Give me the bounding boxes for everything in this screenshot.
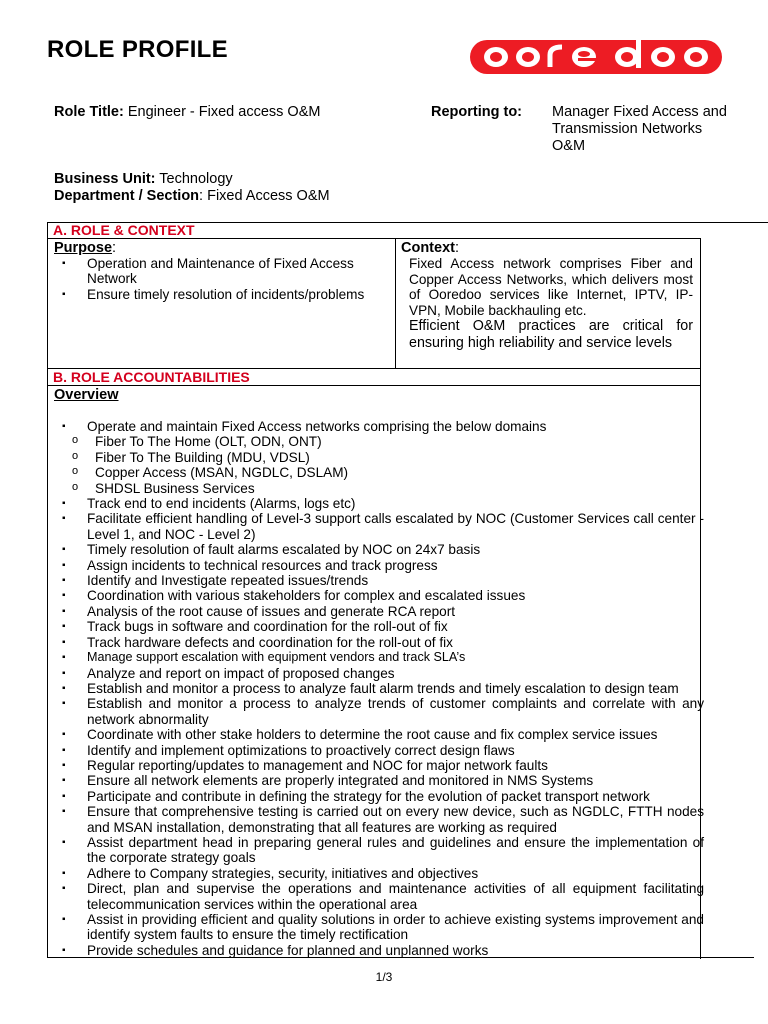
purpose-label: Purpose — [54, 240, 113, 256]
list-item: ▪ Assist in providing efficient and quality solutions in order to achieve existing systems improvement and identify system faults to ensure the timely rectification — [54, 912, 704, 943]
department — [54, 188, 330, 205]
reporting-line: O&M — [552, 138, 586, 154]
list-item: ▪ Participate and contribute in defining the strategy for the evolution of packet transport network — [54, 789, 704, 804]
list-item: ▪ Analysis of the root cause of issues and generate RCA report — [54, 604, 704, 619]
list-item: ▪ Provide schedules and guidance for planned and unplanned works — [54, 943, 704, 958]
context-text — [409, 256, 693, 351]
business-unit-value: Technology — [159, 171, 233, 187]
list-item: ▪ Ensure timely resolution of incidents/problems — [54, 287, 384, 302]
ooredoo-logo — [470, 36, 722, 78]
sub-item: o Fiber To The Building (MDU, VDSL) — [54, 450, 704, 465]
reporting-to-value — [552, 104, 752, 155]
list-item: ▪ Establish and monitor a process to analyze trends of customer complaints and correlate with any network abnormality — [54, 696, 704, 727]
table-top-rule-extension — [754, 222, 768, 223]
accountabilities-list — [54, 419, 704, 958]
context-label: Context — [401, 240, 455, 256]
page-number: 1/3 — [375, 970, 393, 984]
divider — [47, 385, 700, 386]
list-item: ▪ Coordinate with other stake holders to determine the root cause and fix complex service issues — [54, 727, 704, 742]
department-label: Department / Section — [54, 188, 200, 204]
list-item: ▪ Facilitate efficient handling of Level-3 support calls escalated by NOC (Customer Services call center - Level 1, and NOC - Level 2) — [54, 511, 704, 542]
list-item: ▪ Regular reporting/updates to management and NOC for major network faults — [54, 758, 704, 773]
role-title-value: Engineer - Fixed access O&M — [127, 104, 321, 120]
list-item: ▪ Establish and monitor a process to analyze fault alarm trends and timely escalation to design team — [54, 681, 704, 696]
list-item: ▪ Coordination with various stakeholders for complex and escalated issues — [54, 588, 704, 603]
department-value: : Fixed Access O&M — [199, 188, 330, 204]
reporting-line: Manager Fixed Access and — [552, 104, 727, 120]
list-item: ▪ Ensure that comprehensive testing is carried out on every new device, such as NGDLC, FTTH nodes and MSAN installation, demonstrating that all features are working as required — [54, 804, 704, 835]
role-title-label: Role Title: — [54, 104, 124, 120]
reporting-line: Transmission Networks — [552, 121, 703, 137]
overview-heading: Overview — [54, 387, 119, 403]
sub-item: o Fiber To The Home (OLT, ODN, ONT) — [54, 434, 704, 449]
list-item-text: Operate and maintain Fixed Access networks comprising the below domains — [87, 419, 547, 434]
list-item: ▪ Assist department head in preparing general rules and guidelines and ensure the implementation of the corporate strategy goals — [54, 835, 704, 866]
list-item: ▪ Identify and implement optimizations to proactively correct design flaws — [54, 743, 704, 758]
list-item — [54, 419, 704, 496]
list-item: ▪ Track hardware defects and coordination for the roll-out of fix — [54, 635, 704, 650]
context-heading — [401, 240, 459, 256]
list-item: ▪ Analyze and report on impact of proposed changes — [54, 666, 704, 681]
sub-item: o Copper Access (MSAN, NGDLC, DSLAM) — [54, 465, 704, 480]
business-unit-label: Business Unit: — [54, 171, 156, 187]
purpose-list — [54, 256, 384, 302]
column-divider — [395, 238, 396, 368]
sub-item: o SHDSL Business Services — [54, 481, 704, 496]
list-item: ▪ Identify and Investigate repeated issues/trends — [54, 573, 704, 588]
list-item: ▪ Timely resolution of fault alarms escalated by NOC on 24x7 basis — [54, 542, 704, 557]
purpose-colon: : — [112, 240, 117, 256]
context-paragraph: Efficient O&M practices are critical for ensuring high reliability and service levels — [409, 318, 693, 351]
section-a-heading: A. ROLE & CONTEXT — [53, 222, 195, 238]
list-item: ▪ Track end to end incidents (Alarms, logs etc) — [54, 496, 704, 511]
section-b-heading: B. ROLE ACCOUNTABILITIES — [53, 369, 250, 385]
list-item: ▪ Direct, plan and supervise the operations and maintenance activities of all equipment facilitating telecommunication services within the operational area — [54, 881, 704, 912]
list-item: ▪ Operation and Maintenance of Fixed Access Network — [54, 256, 384, 287]
reporting-to-label: Reporting to: — [431, 104, 523, 120]
context-paragraph: Fixed Access network comprises Fiber and Copper Access Networks, which delivers most of Ooredoo services like Internet, IPTV, IP-VPN, Mobile backhauling etc. — [409, 256, 693, 318]
page-title: ROLE PROFILE — [47, 36, 228, 63]
list-item: ▪ Adhere to Company strategies, security, initiatives and objectives — [54, 866, 704, 881]
purpose-heading — [54, 240, 116, 256]
list-item: ▪ Track bugs in software and coordination for the roll-out of fix — [54, 619, 704, 634]
context-colon: : — [454, 240, 460, 256]
role-title — [54, 104, 320, 121]
list-item: ▪ Assign incidents to technical resources and track progress — [54, 558, 704, 573]
business-unit — [54, 171, 233, 188]
divider — [47, 238, 700, 239]
list-item: ▪ Manage support escalation with equipment vendors and track SLA’s — [54, 650, 704, 665]
list-item: ▪ Ensure all network elements are properly integrated and monitored in NMS Systems — [54, 773, 704, 788]
domain-sublist — [54, 434, 704, 496]
